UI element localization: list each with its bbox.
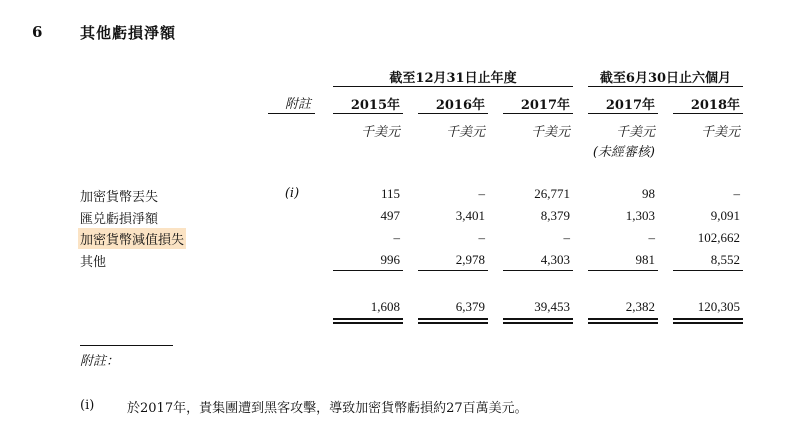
total-double-rule-4a — [588, 318, 658, 320]
note-header-rule — [268, 113, 315, 114]
section-title: 其他虧損淨額 — [80, 24, 177, 42]
unit-2017: 千美元 — [530, 125, 570, 140]
cell-r2-c2: 3,401 — [455, 208, 485, 223]
total-c5: 120,305 — [697, 299, 740, 314]
cell-r4-c5: 8,552 — [710, 252, 740, 267]
cell-r4-c4: 981 — [635, 252, 655, 267]
subtotal-rule-2 — [418, 270, 488, 271]
unit-2016: 千美元 — [445, 125, 485, 140]
cell-r3-c4: – — [648, 230, 655, 245]
total-double-rule-4b — [588, 322, 658, 324]
total-double-rule-3b — [503, 322, 573, 324]
cell-r3-c3: – — [563, 230, 570, 245]
row-label-fx-loss: 匯兑虧損淨額 — [80, 212, 159, 227]
column-year-2016: 2016年 — [435, 98, 485, 113]
cell-r2-c1: 497 — [380, 208, 400, 223]
year-rule-2017 — [503, 113, 573, 114]
total-double-rule-5b — [673, 322, 743, 324]
total-double-rule-2a — [418, 318, 488, 320]
footnote-text: 於2017年，貴集團遭到黑客攻擊，導致加密貨幣虧損約27百萬美元。 — [127, 401, 528, 416]
row-label-crypto-loss: 加密貨幣丟失 — [80, 190, 159, 205]
note-column-header: 附註 — [284, 97, 311, 112]
column-year-2018-interim: 2018年 — [690, 98, 740, 113]
total-c3: 39,453 — [534, 299, 570, 314]
total-double-rule-1b — [333, 322, 403, 324]
group-header-interim: 截至6月30日止六個月 — [599, 71, 732, 86]
cell-r1-c3: 26,771 — [534, 186, 570, 201]
subtotal-rule-5 — [673, 270, 743, 271]
row-label-crypto-impairment: 加密貨幣減值損失 — [78, 228, 186, 249]
total-c2: 6,379 — [455, 299, 485, 314]
cell-r1-c5: – — [733, 186, 740, 201]
column-year-2015: 2015年 — [350, 98, 400, 113]
group-header-fiscal-year: 截至12月31日止年度 — [389, 71, 517, 86]
cell-r4-c3: 4,303 — [540, 252, 570, 267]
cell-r3-c2: – — [478, 230, 485, 245]
section-number: 6 — [32, 23, 43, 41]
year-rule-2016 — [418, 113, 488, 114]
year-rule-2017-interim — [588, 113, 658, 114]
cell-r1-c4: 98 — [642, 186, 655, 201]
cell-r3-c1: – — [393, 230, 400, 245]
total-c4: 2,382 — [625, 299, 655, 314]
column-year-2017-interim: 2017年 — [605, 98, 655, 113]
cell-r1-c2: – — [478, 186, 485, 201]
row-note-ref: (i) — [284, 186, 300, 201]
subtotal-rule-4 — [588, 270, 658, 271]
notes-title: 附註： — [80, 354, 120, 369]
total-double-rule-1a — [333, 318, 403, 320]
column-year-2017: 2017年 — [520, 98, 570, 113]
subtotal-rule-3 — [503, 270, 573, 271]
year-rule-2018-interim — [673, 113, 743, 114]
row-label-others: 其他 — [80, 255, 107, 270]
total-double-rule-5a — [673, 318, 743, 320]
unaudited-label: (未經審核) — [592, 145, 655, 160]
cell-r1-c1: 115 — [380, 186, 400, 201]
unit-2017-interim: 千美元 — [615, 125, 655, 140]
total-c1: 1,608 — [370, 299, 400, 314]
total-double-rule-3a — [503, 318, 573, 320]
year-rule-2015 — [333, 113, 403, 114]
cell-r4-c2: 2,978 — [455, 252, 485, 267]
cell-r4-c1: 996 — [380, 252, 400, 267]
subtotal-rule-1 — [333, 270, 403, 271]
group-header-interim-rule — [588, 86, 743, 87]
cell-r2-c3: 8,379 — [540, 208, 570, 223]
notes-separator — [80, 345, 173, 346]
cell-r2-c5: 9,091 — [710, 208, 740, 223]
group-header-fiscal-year-rule — [333, 86, 573, 87]
footnote-mark: (i) — [80, 398, 95, 413]
cell-r2-c4: 1,303 — [625, 208, 655, 223]
cell-r3-c5: 102,662 — [697, 230, 740, 245]
unit-2018-interim: 千美元 — [700, 125, 740, 140]
unit-2015: 千美元 — [360, 125, 400, 140]
total-double-rule-2b — [418, 322, 488, 324]
